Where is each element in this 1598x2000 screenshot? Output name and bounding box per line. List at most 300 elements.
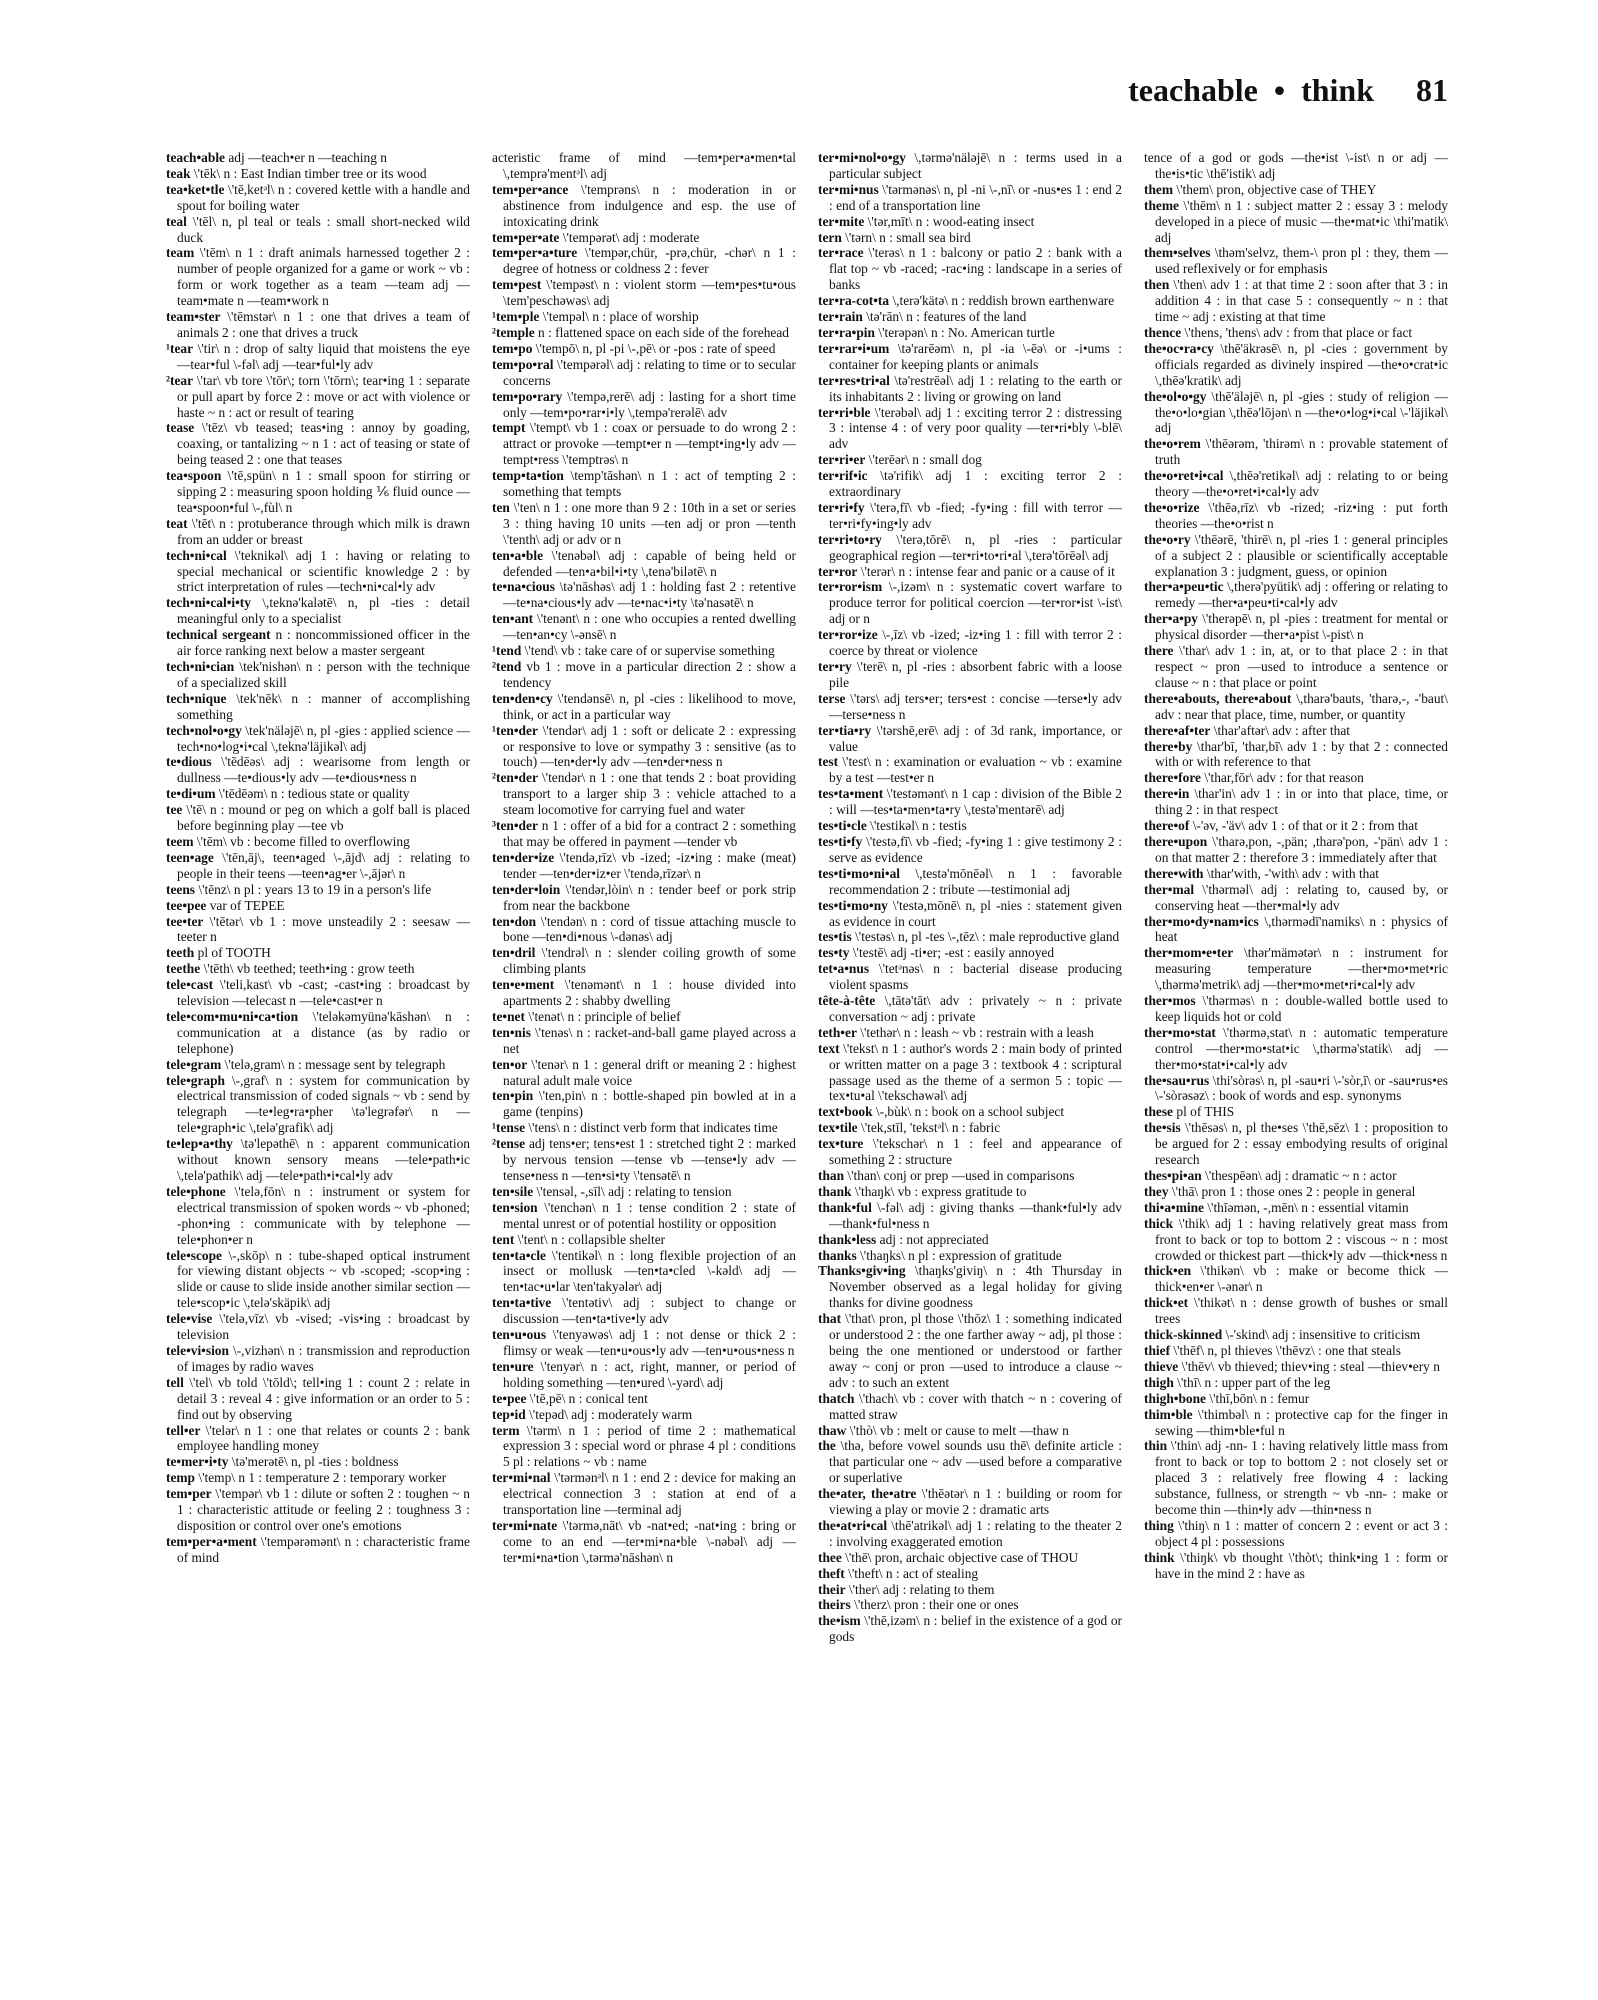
entry-headword: ter•rar•i•um: [818, 340, 890, 356]
entry-definition: \'testē\ adj -ti•er; -est : easily annoyed: [852, 945, 1055, 961]
entry-headword: them•selves: [1144, 245, 1211, 261]
entry-headword: ten•u•ous: [492, 1327, 547, 1343]
dictionary-entry: [818, 945, 1122, 961]
entry-headword: ten•e•ment: [492, 977, 555, 993]
entry-definition: \'thēm\ n 1 : subject matter 2 : essay 3 : melody developed in a piece of music —the•mat•ic \thi'matik\ adj: [1155, 197, 1448, 245]
entry-definition: \'tēm\ n 1 : draft animals harnessed together 2 : number of people organized for a game or work ~ vb : form or work together as a team —team adj —team•mate n —team•work n: [177, 245, 470, 309]
dictionary-entry: [818, 1550, 1122, 1566]
entry-headword: there•fore: [1144, 770, 1201, 786]
dictionary-entry: [1144, 834, 1448, 866]
entry-headword: tep•id: [492, 1406, 526, 1422]
entry-headword: tex•tile: [818, 1120, 858, 1136]
dictionary-entry: [166, 1009, 470, 1057]
dictionary-entry: [492, 1088, 796, 1120]
dictionary-entry: [492, 1025, 796, 1057]
entry-headword: tease: [166, 420, 195, 436]
entry-headword: tele•cast: [166, 977, 214, 993]
entry-definition: n : flattened space on each side of the forehead: [538, 324, 790, 340]
entry-definition: \'testə,fī\ vb -fied; -fy•ing 1 : give testimony 2 : serve as evidence: [829, 833, 1122, 865]
dictionary-entry: [1144, 945, 1448, 993]
entry-headword: ther•a•peu•tic: [1144, 579, 1224, 595]
entry-headword: ¹ten•der: [492, 722, 538, 738]
entry-headword: ten•pin: [492, 1088, 534, 1104]
entry-definition: \'thərməs\ n : double-walled bottle used to keep liquids hot or cold: [1155, 993, 1448, 1024]
entry-definition: \'tē,ketᵊl\ n : covered kettle with a handle and spout for boiling water: [177, 181, 470, 213]
entry-headword: thin: [1144, 1438, 1168, 1454]
entry-definition: \tə'merətē\ n, pl -ties : boldness: [231, 1454, 399, 1470]
dictionary-entry: [492, 1470, 796, 1518]
guide-word-first: teachable: [1128, 72, 1258, 108]
entry-definition: adj tens•er; tens•est 1 : stretched tight 2 : marked by nervous tension —tense vb —tense•ly adv —tense•ness n —ten•si•ty \'tensətē\ n: [503, 1136, 796, 1183]
dictionary-entry: [166, 468, 470, 516]
dictionary-entry: [818, 1120, 1122, 1136]
entry-definition: \'tendrəl\ n : slender coiling growth of some climbing plants: [503, 945, 796, 977]
dictionary-entry: [166, 627, 470, 659]
dictionary-entry: [166, 961, 470, 977]
entry-definition: \'tharə,pon, -,pän; ,tharə'pon, -'pän\ adv 1 : on that matter 2 : therefore 3 : immediately after that: [1155, 833, 1448, 865]
dictionary-entry: [166, 516, 470, 548]
entry-definition: \tə'rarēəm\ n, pl -ia \-ēə\ or -i•ums : container for keeping plants or animals: [829, 340, 1122, 372]
entry-headword: tele•vi•sion: [166, 1342, 229, 1358]
entry-headword: tech•nique: [166, 690, 227, 706]
guide-word-separator: •: [1273, 72, 1286, 108]
entry-headword: theft: [818, 1565, 845, 1581]
dictionary-entry: [166, 1073, 470, 1137]
entry-definition: \'tēz\ vb teased; teas•ing : annoy by goading, coaxing, or tantalizing ~ n 1 : act of teasing or state of being teased 2 : one that teases: [177, 420, 470, 468]
entry-headword: ²temple: [492, 324, 535, 340]
entry-headword: theirs: [818, 1597, 851, 1613]
dictionary-entry: [1144, 723, 1448, 739]
entry-headword: thing: [1144, 1517, 1174, 1533]
dictionary-entry: [492, 914, 796, 946]
entry-headword: the•o•ret•i•cal: [1144, 468, 1224, 484]
entry-headword: thick•et: [1144, 1295, 1189, 1311]
entry-definition: \thi'sòrəs\ n, pl -sau•ri \-'sòr,ī\ or -sau•rus•es \-'sòrəsəz\ : book of words and esp. synonyms: [1155, 1072, 1448, 1104]
entry-definition: \'then\ adv 1 : at that time 2 : soon after that 3 : in addition 4 : in that case 5 : consequently ~ n : that time ~ adj : existing at that time: [1155, 277, 1448, 325]
dictionary-entry: [1144, 150, 1448, 182]
entry-column-1: [166, 150, 470, 1970]
entry-definition: \-'əv, -'äv\ adv 1 : of that or it 2 : from that: [1192, 818, 1418, 834]
dictionary-entry: [166, 754, 470, 786]
entry-headword: ³ten•der: [492, 818, 538, 834]
entry-headword: teach•able: [166, 150, 225, 165]
dictionary-entry: [492, 611, 796, 643]
entry-headword: ther•mo•dy•nam•ics: [1144, 913, 1259, 929]
entry-headword: thigh•bone: [1144, 1390, 1206, 1406]
dictionary-entry: [818, 1613, 1122, 1645]
dictionary-entry: [492, 548, 796, 580]
entry-definition: \'thik\ adj 1 : having relatively great mass from front to back or top to bottom 2 : viscous ~ n : most crowded or thickest part —thick•ly adv —thick•ness n: [1155, 1215, 1448, 1263]
entry-definition: \'ther\ adj : relating to them: [848, 1581, 995, 1597]
entry-definition: \'telə,gram\ n : message sent by telegraph: [224, 1056, 446, 1072]
dictionary-entry: [492, 691, 796, 723]
entry-definition: \'tekst\ n 1 : author's words 2 : main body of printed or written matter on a page 3 : textbook 4 : scriptural passage used as the theme of a sermon 5 : topic —tex•tu•al \'tekschəwəl\ adj: [829, 1040, 1122, 1104]
entry-headword: team•ster: [166, 309, 221, 325]
entry-headword: ter•rain: [818, 309, 863, 325]
dictionary-entry: [166, 802, 470, 834]
entry-headword: te•lep•a•thy: [166, 1136, 233, 1152]
dictionary-entry: [492, 420, 796, 468]
entry-headword: they: [1144, 1183, 1169, 1199]
entry-definition: \'therəpē\ n, pl -pies : treatment for mental or physical disorder —ther•a•pist \-pist\ n: [1155, 611, 1448, 643]
entry-headword: there•abouts, there•about: [1144, 690, 1292, 706]
entry-definition: \'thərmə,stat\ n : automatic temperature control —ther•mo•stat•ic \,thərmə'statik\ adj —ther•mo•stat•i•cal•ly adv: [1155, 1024, 1448, 1072]
entry-definition: \'thaŋk\ vb : express gratitude to: [854, 1183, 1027, 1199]
entry-definition: \'tendə,rīz\ vb -ized; -iz•ing : make (meat) tender —ten•der•iz•er \'tendə,rīzər\ n: [503, 849, 796, 881]
dictionary-entry: [166, 691, 470, 723]
entry-definition: \'terər\ n : intense fear and panic or a cause of it: [860, 563, 1115, 579]
entry-definition: \'thiŋk\ vb thought \'thòt\; think•ing 1 : form or have in the mind 2 : have as: [1155, 1549, 1448, 1581]
dictionary-entry: [166, 723, 470, 755]
entry-definition: \'tēl\ n, pl teal or teals : small short-necked wild duck: [177, 213, 470, 245]
entry-definition: \,tharə'bauts, 'tharə,-, -'baut\ adv : near that place, time, number, or quantity: [1155, 690, 1448, 722]
entry-definition: \'tendər\ n 1 : one that tends 2 : boat providing transport to a larger ship 3 : vehicle attached to a steam locomotive for carrying fuel and water: [503, 770, 796, 818]
dictionary-entry: [1144, 739, 1448, 771]
entry-definition: \,tātə'tāt\ adv : privately ~ n : private conversation ~ adj : private: [829, 993, 1122, 1024]
dictionary-entry: [492, 1359, 796, 1391]
entry-headword: ten•ant: [492, 611, 534, 627]
entry-definition: \-,vizhən\ n : transmission and reproduction of images by radio waves: [177, 1342, 470, 1374]
entry-headword: there•of: [1144, 818, 1190, 834]
entry-definition: \'teknikəl\ adj 1 : having or relating to special mechanical or scientific knowledge 2 : by strict interpretation of rules —tech•ni•cal•ly adv: [177, 547, 470, 595]
entry-definition: \'tens\ n : distinct verb form that indicates time: [528, 1120, 778, 1136]
entry-headword: tele•vise: [166, 1311, 213, 1327]
dictionary-entry: [1144, 245, 1448, 277]
dictionary-entry: [492, 1295, 796, 1327]
entry-definition: \'tərm\ n 1 : period of time 2 : mathematical expression 3 : special word or phrase 4 pl : conditions 5 pl : relations ~ vb : name: [503, 1422, 796, 1470]
dictionary-entry: [492, 818, 796, 850]
entry-definition: \-'skind\ adj : insensitive to criticism: [1225, 1327, 1421, 1343]
entry-definition: \'tēdēəs\ adj : wearisome from length or dullness —te•dious•ly adv —te•dious•ness n: [177, 754, 470, 786]
entry-definition: \'ten\ n 1 : one more than 9 2 : 10th in a set or series 3 : thing having 10 units —ten adj or pron —tenth \'tenth\ adj or adv or n: [503, 499, 796, 547]
entry-headword: ter•mi•nal: [492, 1470, 551, 1486]
entry-headword: te•dious: [166, 754, 212, 770]
entry-definition: \'thach\ vb : cover with thatch ~ n : covering of matted straw: [829, 1390, 1122, 1422]
entry-headword: there•af•ter: [1144, 722, 1211, 738]
dictionary-entry: [492, 945, 796, 977]
dictionary-entry: [818, 405, 1122, 453]
entry-headword: ter•ry: [818, 659, 852, 674]
dictionary-entry: [166, 1454, 470, 1470]
dictionary-entry: [818, 993, 1122, 1025]
entry-headword: ter•ra•pin: [818, 324, 875, 340]
entry-headword: tent: [492, 1231, 515, 1247]
entry-definition: \-,īz\ vb -ized; -iz•ing 1 : fill with terror 2 : coerce by threat or violence: [829, 627, 1122, 659]
dictionary-entry: [492, 309, 796, 325]
dictionary-entry: [1144, 468, 1448, 500]
page-header: [1128, 72, 1448, 109]
entry-headword: ten•ta•cle: [492, 1247, 546, 1263]
entry-headword: thief: [1144, 1342, 1171, 1358]
entry-definition: \'tempəl\ n : place of worship: [542, 309, 699, 325]
entry-definition: \'tendər\ adj 1 : soft or delicate 2 : expressing or responsive to love or sympathy 3 : sensitive (as to touch) —ten•der•ly adv —ten•der•ness n: [503, 722, 796, 770]
entry-definition: \thaŋks'giviŋ\ n : 4th Thursday in November observed as a legal holiday for giving thanks for divine goodness: [829, 1263, 1122, 1311]
dictionary-entry: [1144, 691, 1448, 723]
entry-headword: te•net: [492, 1008, 525, 1024]
dictionary-entry: [1144, 1375, 1448, 1391]
dictionary-entry: [1144, 1073, 1448, 1105]
entry-headword: ²ten•der: [492, 770, 538, 786]
entry-column-3: [818, 150, 1122, 1970]
entry-definition: \'tethər\ n : leash ~ vb : restrain with a leash: [860, 1024, 1094, 1040]
entry-definition: \'tend\ vb : take care of or supervise something: [524, 643, 775, 659]
entry-definition: \'tenyər\ n : act, right, manner, or period of holding something —ten•ured \-yərd\ adj: [503, 1358, 796, 1390]
dictionary-entry: [1144, 643, 1448, 691]
entry-definition: pl of THIS: [1176, 1104, 1235, 1120]
entry-definition: \'thī,bōn\ n : femur: [1209, 1390, 1310, 1406]
entry-headword: tem•po•rary: [492, 388, 563, 404]
dictionary-entry: [492, 1391, 796, 1407]
entry-definition: \'tempəst\ n : violent storm —tem•pes•tu•ous \tem'peschəwəs\ adj: [503, 277, 796, 309]
entry-headword: ten•den•cy: [492, 690, 553, 706]
entry-headword: text•book: [818, 1104, 873, 1120]
entry-definition: \'thēətər\ n 1 : building or room for viewing a play or movie 2 : dramatic arts: [829, 1486, 1122, 1518]
dictionary-entry: [1144, 389, 1448, 437]
dictionary-entry: [818, 691, 1122, 723]
entry-definition: \'tenəmənt\ n 1 : house divided into apartments 2 : shabby dwelling: [503, 977, 796, 1009]
dictionary-entry: [1144, 436, 1448, 468]
dictionary-entry: [818, 1486, 1122, 1518]
entry-definition: \'terəpən\ n : No. American turtle: [878, 324, 1055, 340]
entry-definition: \'tenəs\ n : racket-and-ball game played across a net: [503, 1024, 796, 1056]
entry-definition: \-,graf\ n : system for communication by electrical transmission of coded signals ~ vb : send by telegraph —te•leg•ra•pher \tə'legrəfər\ n —tele•graph•ic \,telə'grafik\ adj: [177, 1072, 470, 1136]
entry-headword: tee: [166, 802, 183, 818]
entry-headword: thick•en: [1144, 1263, 1192, 1279]
dictionary-entry: [166, 1343, 470, 1375]
entry-headword: ther•mom•e•ter: [1144, 945, 1234, 961]
entry-definition: vb 1 : move in a particular direction 2 : show a tendency: [503, 659, 796, 690]
dictionary-entry: [818, 1232, 1122, 1248]
dictionary-entry: [1144, 786, 1448, 818]
entry-headword: ten•der•ize: [492, 849, 555, 865]
dictionary-entry: [166, 373, 470, 421]
dictionary-entry: [492, 277, 796, 309]
entry-headword: thank•less: [818, 1231, 877, 1247]
entry-definition: var of TEPEE: [209, 897, 285, 913]
entry-definition: \'thēsəs\ n, pl the•ses \'thē,sēz\ 1 : proposition to be argued for 2 : essay embodying results of original research: [1155, 1120, 1448, 1168]
dictionary-entry: [492, 1057, 796, 1089]
entry-headword: te•mer•i•ty: [166, 1454, 229, 1470]
entry-headword: tes•ta•ment: [818, 786, 884, 802]
entry-headword: ter•mite: [818, 213, 865, 229]
entry-headword: the•sis: [1144, 1120, 1181, 1136]
entry-definition: \'thar,fōr\ adv : for that reason: [1204, 770, 1364, 786]
entry-definition: \'tent\ n : collapsible shelter: [517, 1231, 666, 1247]
dictionary-entry: [492, 468, 796, 500]
entry-definition: \'therz\ pron : their one or ones: [854, 1597, 1019, 1613]
entry-definition: \-,skōp\ n : tube-shaped optical instrument for viewing distant objects ~ vb -scoped; -scop•ing : slide or cause to slide inside another similar section —tele•scop•ic \,telə'skäpik\ adj: [177, 1247, 470, 1311]
entry-definition: adj : not appreciated: [879, 1231, 989, 1247]
dictionary-entry: [818, 1518, 1122, 1550]
dictionary-entry: [818, 627, 1122, 659]
dictionary-entry: [818, 1438, 1122, 1486]
entry-definition: \'thē,izəm\ n : belief in the existence of a god or gods: [829, 1613, 1122, 1645]
entry-headword: ter•ror•ize: [818, 627, 878, 643]
entry-definition: \'tempərəl\ adj : relating to time or to secular concerns: [503, 356, 796, 388]
dictionary-entry: [1144, 1407, 1448, 1439]
entry-headword: tex•ture: [818, 1136, 864, 1152]
dictionary-entry: [1144, 1200, 1448, 1216]
dictionary-entry: [1144, 1343, 1448, 1359]
entry-definition: \temp'tāshən\ n 1 : act of tempting 2 : something that tempts: [503, 468, 796, 500]
entry-definition: \'thimbəl\ n : protective cap for the finger in sewing —thim•ble•ful n: [1155, 1406, 1448, 1438]
entry-definition: \'thēərē, 'thirē\ n, pl -ries 1 : general principles of a subject 2 : plausible or scientifically acceptable explanation 3 : judgment, guess, or opinion: [1155, 531, 1448, 579]
entry-definition: \'thā\ pron 1 : those ones 2 : people in general: [1171, 1183, 1416, 1199]
entry-definition: \'testəmənt\ n 1 cap : division of the Bible 2 : will —tes•ta•men•ta•ry \,testə'mentərē\ adj: [829, 786, 1122, 818]
dictionary-entry: [166, 166, 470, 182]
entry-definition: \'thikət\ n : dense growth of bushes or small trees: [1155, 1295, 1448, 1327]
entry-definition: \tə'lepəthē\ n : apparent communication without known sensory means —tele•path•ic \,telə'pathik\ adj —tele•path•i•cal•ly adv: [177, 1136, 470, 1183]
entry-headword: te•na•cious: [492, 579, 555, 595]
guide-word-last: think: [1301, 72, 1374, 108]
dictionary-entry: [166, 945, 470, 961]
entry-headword: tech•ni•cal: [166, 547, 227, 563]
entry-headword: ¹tem•ple: [492, 309, 540, 325]
entry-headword: thi•a•mine: [1144, 1199, 1204, 1215]
dictionary-entry: [1144, 1391, 1448, 1407]
entry-headword: tes•ty: [818, 945, 850, 961]
dictionary-entry: [492, 1009, 796, 1025]
entry-headword: their: [818, 1581, 846, 1597]
entry-headword: there•upon: [1144, 833, 1208, 849]
entry-headword: team: [166, 245, 195, 261]
entry-headword: tem•pest: [492, 277, 542, 293]
entry-headword: ter•tia•ry: [818, 722, 872, 738]
entry-column-4: [1144, 150, 1448, 1970]
dictionary-entry: [1144, 579, 1448, 611]
dictionary-entry: [492, 325, 796, 341]
entry-headword: tee•pee: [166, 897, 207, 913]
entry-headword: teethe: [166, 961, 201, 977]
entry-headword: tem•po: [492, 340, 533, 356]
entry-definition: \'terə,fī\ vb -fied; -fy•ing : fill with terror —ter•ri•fy•ing•ly adv: [829, 499, 1122, 531]
entry-headword: temp•ta•tion: [492, 468, 564, 484]
entry-headword: thieve: [1144, 1358, 1179, 1374]
entry-headword: tête-à-tête: [818, 993, 876, 1009]
entry-definition: \'teli,kast\ vb -cast; -cast•ing : broadcast by television —telecast n —tele•cast•er n: [177, 977, 470, 1009]
dictionary-entry: [166, 850, 470, 882]
dictionary-entry: [818, 1566, 1122, 1582]
dictionary-entry: [1144, 1216, 1448, 1264]
entry-headword: tell: [166, 1374, 184, 1390]
entry-headword: ther•mo•stat: [1144, 1024, 1216, 1040]
entry-definition: \'tempərəmənt\ n : characteristic frame of mind: [177, 1533, 470, 1565]
entry-headword: ten•a•ble: [492, 547, 544, 563]
dictionary-entry: [166, 914, 470, 946]
dictionary-entry: [492, 1200, 796, 1232]
entry-headword: tempt: [492, 420, 526, 436]
entry-headword: tele•phone: [166, 1183, 226, 1199]
dictionary-entry: [492, 357, 796, 389]
entry-column-2: [492, 150, 796, 1970]
entry-definition: n : noncommissioned officer in the air force ranking next below a master sergeant: [177, 627, 470, 659]
dictionary-entry: [492, 882, 796, 914]
dictionary-entry: [818, 1597, 1122, 1613]
entry-headword: think: [1144, 1549, 1175, 1565]
entry-definition: \'thīəmən, -,mēn\ n : essential vitamin: [1207, 1199, 1409, 1215]
entry-definition: \'tenyəwəs\ adj 1 : not dense or thick 2 : flimsy or weak —ten•u•ous•ly adv —ten•u•ous•ness n: [503, 1327, 796, 1358]
entry-definition: \thar'bī, 'thar,bī\ adv 1 : by that 2 : connected with or with reference to that: [1155, 738, 1448, 770]
entry-definition: \'testə,mōnē\ n, pl -nies : statement given as evidence in court: [829, 897, 1122, 929]
dictionary-entry: [492, 723, 796, 771]
entry-headword: ten•ure: [492, 1358, 534, 1374]
dictionary-entry: [166, 659, 470, 691]
entry-headword: the•o•ry: [1144, 531, 1191, 547]
dictionary-entry: [492, 1327, 796, 1359]
entry-headword: thank•ful: [818, 1199, 872, 1215]
entry-headword: teth•er: [818, 1024, 857, 1040]
entry-headword: tell•er: [166, 1422, 201, 1438]
entry-definition: \'tēk\ n : East Indian timber tree or its wood: [193, 165, 427, 181]
entry-headword: terse: [818, 690, 846, 706]
entry-definition: \'terəs\ n 1 : balcony or patio 2 : bank with a flat top ~ vb -raced; -rac•ing : landscape in a series of banks: [829, 245, 1122, 293]
entry-headword: ther•mal: [1144, 881, 1195, 897]
dictionary-entry: [492, 182, 796, 230]
entry-headword: tele•graph: [166, 1072, 225, 1088]
entry-definition: \'tempərət\ adj : moderate: [562, 229, 700, 245]
dictionary-entry: [1144, 611, 1448, 643]
dictionary-entry: [492, 1423, 796, 1471]
entry-headword: tem•per•ate: [492, 229, 560, 245]
entry-headword: te•di•um: [166, 786, 216, 802]
entry-headword: ten•ta•tive: [492, 1295, 552, 1311]
entry-definition: \'tenchən\ n 1 : tense condition 2 : state of mental unrest or of potential hostility or opposition: [503, 1199, 796, 1231]
dictionary-entry: [492, 1248, 796, 1296]
entry-definition: \'tenət\ n : principle of belief: [528, 1008, 681, 1024]
dictionary-entry: [1144, 1104, 1448, 1120]
entry-definition: \'thēərəm, 'thirəm\ n : provable statement of truth: [1155, 436, 1448, 468]
dictionary-entry: [818, 1041, 1122, 1105]
dictionary-entry: [1144, 500, 1448, 532]
entry-headword: te•pee: [492, 1390, 527, 1406]
entry-definition: \'terə,tōrē\ n, pl -ries : particular geographical region —ter•ri•to•ri•al \,terə'tōrēəl\ adj: [829, 531, 1122, 563]
entry-definition: \-,izəm\ n : systematic covert warfare to produce terror for political coercion —ter•ror•ist \-ist\ adj or n: [829, 579, 1122, 627]
dictionary-entry: [818, 1104, 1122, 1120]
dictionary-entry: [818, 532, 1122, 564]
dictionary-entry: [818, 1025, 1122, 1041]
entry-headword: there: [1144, 643, 1174, 659]
dictionary-entry: [818, 786, 1122, 818]
dictionary-entry: [166, 898, 470, 914]
entry-definition: \'terē\ n, pl -ries : absorbent fabric with a loose pile: [829, 659, 1122, 690]
entry-headword: tem•per: [166, 1486, 212, 1502]
dictionary-entry: [818, 325, 1122, 341]
dictionary-entry: [818, 866, 1122, 898]
dictionary-entry: [166, 1136, 470, 1184]
dictionary-entry: [166, 1486, 470, 1534]
entry-headword: teem: [166, 833, 194, 849]
entry-definition: \'tek,stīl, 'tekstᵊl\ n : fabric: [861, 1120, 1001, 1136]
dictionary-entry: [1144, 1120, 1448, 1168]
entry-headword: thaw: [818, 1422, 847, 1438]
dictionary-entry: [492, 770, 796, 818]
dictionary-entry: [1144, 993, 1448, 1025]
entry-definition: \'tētər\ vb 1 : move unsteadily 2 : seesaw —teeter n: [177, 913, 470, 945]
entry-headword: ter•ror•ism: [818, 579, 883, 595]
entry-headword: there•with: [1144, 865, 1204, 881]
entry-headword: thim•ble: [1144, 1406, 1193, 1422]
dictionary-entry: [818, 1200, 1122, 1232]
entry-headword: ¹tend: [492, 643, 522, 659]
dictionary-entry: [492, 245, 796, 277]
entry-headword: tes•ti•cle: [818, 818, 867, 834]
entry-headword: ter•ri•fy: [818, 499, 865, 515]
entry-definition: \'telə,fōn\ n : instrument or system for electrical transmission of spoken words ~ vb -phoned; -phon•ing : communicate with by telephone —tele•phon•er n: [177, 1183, 470, 1247]
entry-headword: tem•po•ral: [492, 356, 554, 372]
entry-headword: there•by: [1144, 738, 1193, 754]
entry-headword: technical sergeant: [166, 627, 271, 643]
dictionary-entry: [818, 834, 1122, 866]
